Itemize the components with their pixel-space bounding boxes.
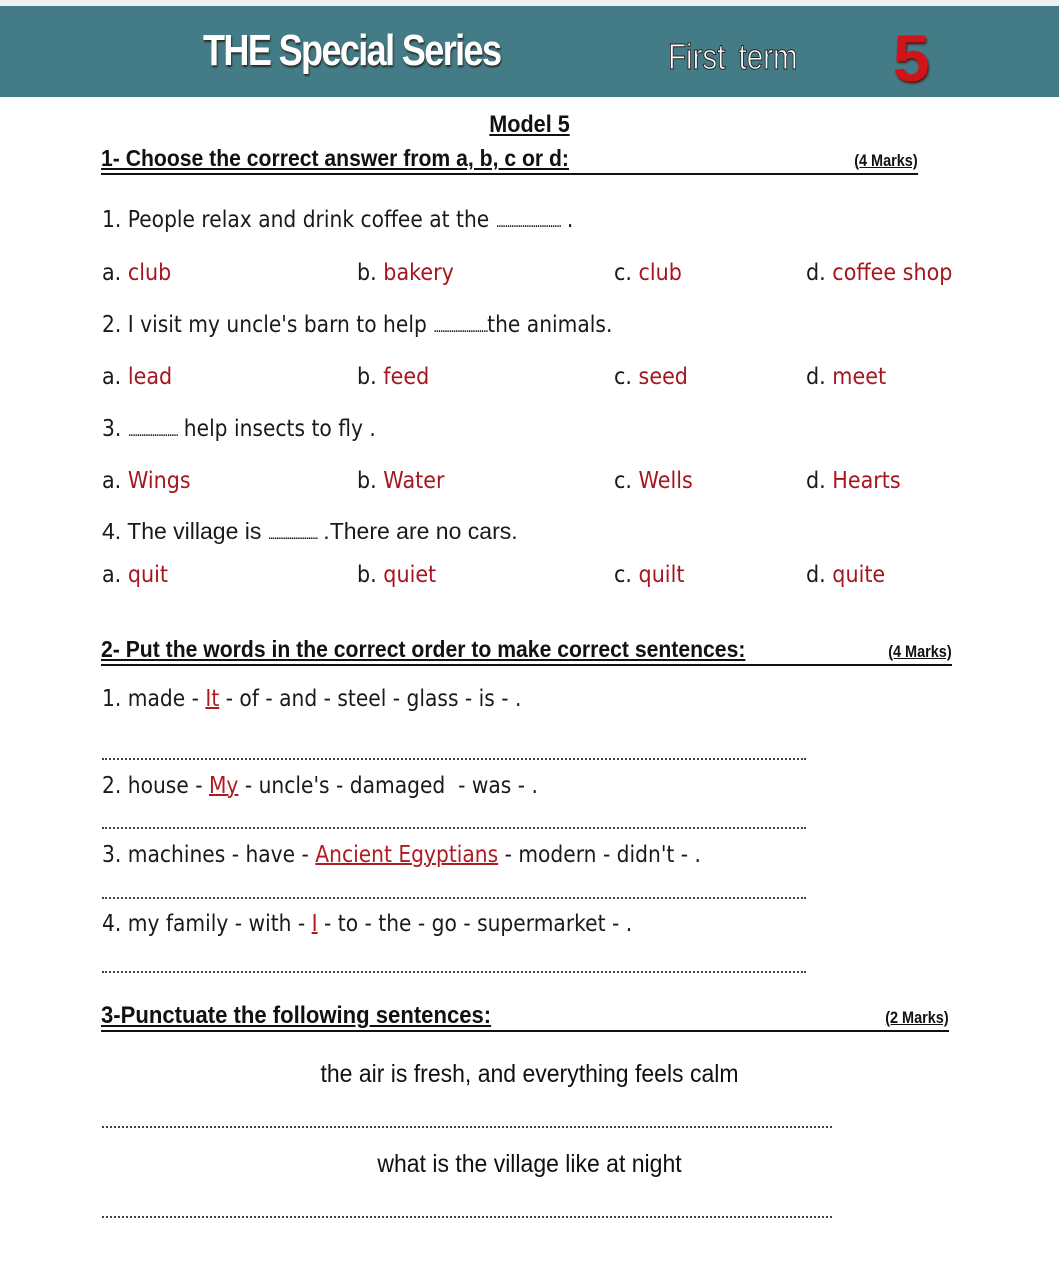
- option-label: c.: [614, 468, 639, 494]
- option-text: meet: [832, 364, 887, 390]
- option-text: club: [638, 260, 682, 286]
- header-banner: [0, 6, 1059, 97]
- q3-option-c[interactable]: [614, 468, 693, 494]
- option-label: c.: [614, 260, 639, 286]
- question-stem: 4. The village is: [102, 518, 268, 544]
- q2-option-d[interactable]: [806, 364, 886, 390]
- answer-blank: ..............................: [495, 215, 561, 231]
- answer-line-2[interactable]: [102, 827, 806, 829]
- option-label: a.: [102, 562, 128, 588]
- q3-option-b[interactable]: [357, 468, 445, 494]
- punctuate-answer-line-1[interactable]: [102, 1126, 832, 1128]
- question-2: [102, 312, 612, 338]
- highlighted-word: It: [205, 686, 220, 712]
- q4-option-c[interactable]: [614, 562, 684, 588]
- q2-option-b[interactable]: [357, 364, 429, 390]
- section3-title: 3-Punctuate the following sentences:: [101, 1002, 492, 1029]
- option-text: quilt: [638, 562, 685, 588]
- option-text: Wells: [638, 468, 693, 494]
- item-text: 4. my family - with -: [102, 911, 312, 937]
- question-1: [102, 207, 573, 233]
- section1-title: 1- Choose the correct answer from a, b, c or d:: [101, 145, 569, 171]
- section1-heading: [101, 145, 918, 175]
- highlighted-word: My: [208, 773, 239, 799]
- reorder-item-3: [102, 842, 701, 868]
- answer-blank: .......................: [127, 424, 178, 440]
- q4-option-d[interactable]: [806, 562, 885, 588]
- question-stem: 1. People relax and drink coffee at the: [102, 207, 496, 233]
- option-label: d.: [806, 260, 833, 286]
- option-label: d.: [806, 468, 833, 494]
- q2-option-c[interactable]: [614, 364, 688, 390]
- option-label: b.: [357, 364, 384, 390]
- option-label: a.: [102, 260, 128, 286]
- section2-heading: [101, 636, 952, 666]
- item-text-end: - modern - didn't - .: [498, 842, 701, 868]
- punctuate-answer-line-2[interactable]: [102, 1216, 832, 1218]
- question-stem-end: .There are no cars.: [316, 518, 518, 544]
- option-text: seed: [638, 364, 688, 390]
- question-stem: 3.: [102, 416, 128, 442]
- reorder-item-2: [102, 773, 538, 799]
- highlighted-word: I: [311, 911, 318, 937]
- q4-option-a[interactable]: [102, 562, 168, 588]
- item-text: 2. house -: [102, 773, 209, 799]
- option-text: bakery: [383, 260, 454, 286]
- q1-option-b[interactable]: [357, 260, 454, 286]
- q1-option-c[interactable]: [614, 260, 682, 286]
- question-3: [102, 416, 376, 442]
- section1-marks: (4 Marks): [854, 151, 918, 170]
- option-text: club: [127, 260, 172, 286]
- punctuate-sentence-2: what is the village like at night: [377, 1150, 682, 1178]
- option-label: c.: [614, 364, 639, 390]
- q4-option-b[interactable]: [357, 562, 436, 588]
- option-label: b.: [357, 468, 384, 494]
- answer-line-3[interactable]: [102, 897, 806, 899]
- option-text: Water: [383, 468, 445, 494]
- series-title: THE Special Series: [203, 26, 501, 75]
- question-stem: 2. I visit my uncle's barn to help: [102, 312, 434, 338]
- punctuate-sentence-1: the air is fresh, and everything feels calm: [320, 1060, 739, 1088]
- option-label: d.: [806, 562, 833, 588]
- option-text: quite: [832, 562, 886, 588]
- q3-option-d[interactable]: [806, 468, 901, 494]
- reorder-item-1: [102, 686, 521, 712]
- option-text: feed: [383, 364, 430, 390]
- option-text: quit: [127, 562, 168, 588]
- option-label: c.: [614, 562, 639, 588]
- highlighted-word: Ancient Egyptians: [315, 842, 499, 868]
- section2-title: 2- Put the words in the correct order to make correct sentences:: [101, 636, 746, 662]
- option-label: b.: [357, 260, 384, 286]
- item-text: 1. made -: [102, 686, 206, 712]
- option-label: a.: [102, 468, 128, 494]
- question-stem-end: help insects to fly .: [177, 416, 376, 442]
- option-text: Hearts: [832, 468, 901, 494]
- section3-marks: (2 Marks): [885, 1008, 949, 1027]
- option-text: quiet: [383, 562, 437, 588]
- option-text: lead: [127, 364, 173, 390]
- option-label: d.: [806, 364, 833, 390]
- question-4: [102, 518, 518, 545]
- answer-line-1[interactable]: [102, 758, 806, 760]
- question-stem-end: .: [560, 207, 574, 233]
- item-text-end: - of - and - steel - glass - is - .: [219, 686, 522, 712]
- option-text: Wings: [127, 468, 191, 494]
- question-stem-end: the animals.: [487, 312, 613, 338]
- q1-option-a[interactable]: [102, 260, 171, 286]
- q1-option-d[interactable]: [806, 260, 952, 286]
- item-text-end: - to - the - go - supermarket - .: [317, 911, 633, 937]
- reorder-item-4: [102, 911, 632, 937]
- option-label: b.: [357, 562, 384, 588]
- model-number: 5: [893, 21, 930, 95]
- answer-blank: .........................: [433, 320, 488, 336]
- q2-option-a[interactable]: [102, 364, 172, 390]
- answer-line-4[interactable]: [102, 971, 806, 973]
- answer-blank: ..........................: [267, 526, 317, 542]
- item-text: 3. machines - have -: [102, 842, 316, 868]
- section3-heading: [101, 1002, 949, 1032]
- option-label: a.: [102, 364, 128, 390]
- q3-option-a[interactable]: [102, 468, 191, 494]
- term-label: First term: [668, 36, 798, 77]
- item-text-end: - uncle's - damaged - was - .: [238, 773, 538, 799]
- model-title: Model 5: [489, 111, 570, 138]
- section2-marks: (4 Marks): [888, 642, 952, 661]
- option-text: coffee shop: [832, 260, 953, 286]
